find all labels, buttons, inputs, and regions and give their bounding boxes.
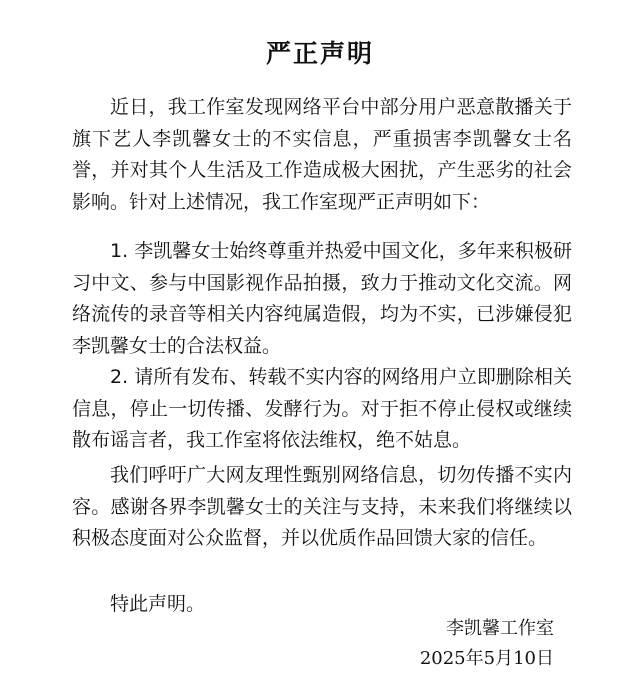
signature-block [420,614,554,674]
statement-list [72,236,572,457]
signature-organization: 李凯馨工作室 [446,618,554,639]
list-item [72,236,572,362]
list-item-text: 李凯馨女士始终尊重并热爱中国文化，多年来积极研习中文、参与中国影视作品拍摄，致力于推动文化交流。网络流传的录音等相关内容纯属造假，均为不实，已涉嫌侵犯李凯馨女士的合法权益。 [72,240,572,357]
list-item-number: 2. [110,366,129,388]
ending-line: 特此声明。 [110,593,206,615]
intro-paragraph: 近日，我工作室发现网络平台中部分用户恶意散播关于旗下艺人李凯馨女士的不实信息，严重损害李凯馨女士名誉，并对其个人生活及工作造成极大困扰，产生恶劣的社会影响。针对上述情况，我工作室现严正声明如下： [72,96,572,213]
list-item-number: 1. [110,240,129,262]
document-title: 严正声明 [265,39,374,68]
list-item-text: 请所有发布、转载不实内容的网络用户立即删除相关信息，停止一切传播、发酵行为。对于拒不停止侵权或继续散布谣言者，我工作室将依法维权，绝不姑息。 [72,366,572,451]
signature-date: 2025年5月10日 [419,648,554,669]
list-item [72,362,572,457]
closing-paragraph: 我们呼吁广大网友理性甄别网络信息，切勿传播不实内容。感谢各界李凯馨女士的关注与支持，未来我们将继续以积极态度面对公众监督，并以优质作品回馈大家的信任。 [72,464,572,549]
